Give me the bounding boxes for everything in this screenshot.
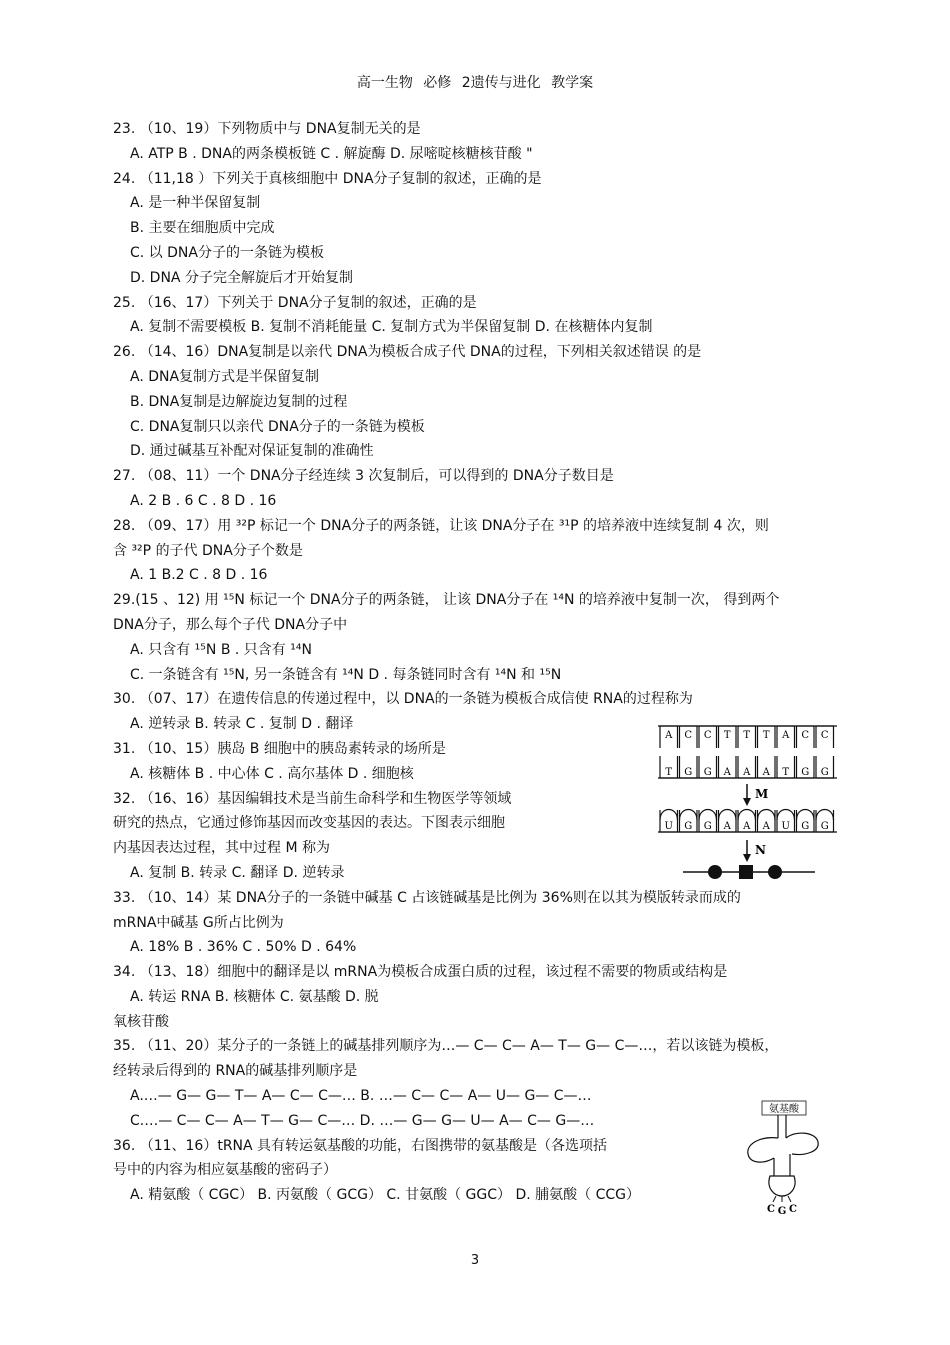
answer-options: C. DNA复制只以亲代 DNA分子的一条链为模板	[130, 418, 425, 435]
base-letter: C	[820, 730, 829, 741]
question-text: 经转录后得到的 RNA的碱基排列顺序是	[113, 1063, 358, 1080]
answer-options: A. 1 B.2 C . 8 D . 16	[130, 567, 268, 584]
answer-options: A. 逆转录 B. 转录 C . 复制 D . 翻译	[130, 716, 354, 733]
base-letter: G	[703, 767, 712, 778]
question-list	[113, 117, 838, 1208]
base-letter: T	[782, 767, 790, 778]
base-letter: G	[684, 821, 693, 832]
mrna-arch	[680, 810, 698, 821]
label-m: M	[755, 787, 769, 801]
answer-options: A. 2 B . 6 C . 8 D . 16	[130, 492, 277, 509]
question-text: 号中的内容为相应氨基酸的密码子）	[113, 1162, 337, 1179]
mrna-arch	[816, 810, 834, 821]
question-text: 30. （07、17）在遗传信息的传递过程中，以 DNA的一条链为模板合成信使 RNA的过程称为	[113, 691, 693, 708]
mrna-strand	[658, 810, 837, 833]
page-number: 3	[470, 1253, 480, 1268]
answer-options: A. DNA复制方式是半保留复制	[130, 368, 320, 385]
base-letter: G	[820, 767, 829, 778]
question-text: 31. （10、15）胰岛 B 细胞中的胰岛素转录的场所是	[113, 740, 446, 757]
base-letter: A	[723, 821, 731, 832]
gene-expression-figure	[655, 722, 840, 882]
question-text: 35. （11、20）某分子的一条链上的碱基排列顺序为…— C— C— A— T— G— C—…，若以该链为模板，	[113, 1038, 779, 1055]
dna-bottom-strand	[658, 756, 837, 778]
base-letter: A	[782, 730, 790, 741]
question-text: 氧核苷酸	[113, 1013, 169, 1030]
anticodon-2: G	[777, 1206, 787, 1216]
base-letter: T	[723, 730, 731, 741]
base-letter: T	[665, 767, 673, 778]
mrna-arch	[777, 810, 795, 821]
answer-options: C. 一条链含有 ¹⁵N, 另一条链含有 ¹⁴N D . 每条链同时含有 ¹⁴N 和 ¹⁵N	[130, 666, 562, 683]
mrna-arch	[719, 810, 737, 821]
amino-acid-dot	[708, 865, 722, 879]
question-text: mRNA中碱基 G所占比例为	[113, 914, 284, 931]
answer-options: A. ATP B . DNA的两条模板链 C . 解旋酶 D. 尿嘧啶核糖核苷酸 "	[130, 145, 533, 162]
answer-options: A.…— G— G— T— A— C— C—… B. …— C— C— A— U— G— C—…	[130, 1088, 592, 1105]
answer-options: D. DNA 分子完全解旋后才开始复制	[130, 269, 353, 286]
question-text: 36. （11、16）tRNA 具有转运氨基酸的功能，右图携带的氨基酸是（各选项括	[113, 1137, 608, 1154]
answer-options: A. 复制 B. 转录 C. 翻译 D. 逆转录	[130, 864, 345, 881]
base-letter: G	[801, 767, 810, 778]
amino-acid-square	[739, 865, 753, 879]
question-text: 27. （08、11）一个 DNA分子经连续 3 次复制后，可以得到的 DNA分子数目是	[113, 468, 614, 485]
question-text: 28. （09、17）用 ³²P 标记一个 DNA分子的两条链，让该 DNA分子在 ³¹P 的培养液中连续复制 4 次，则	[113, 517, 769, 534]
answer-options: A. 只含有 ¹⁵N B . 只含有 ¹⁴N	[130, 641, 312, 658]
base-letter: C	[703, 730, 712, 741]
base-letter: U	[781, 821, 790, 832]
dna-top-strand	[658, 726, 837, 748]
question-text: 26. （14、16）DNA复制是以亲代 DNA为模板合成子代 DNA的过程，下列相关叙述错误 的是	[113, 344, 702, 361]
amino-acid-dot	[768, 865, 782, 879]
mrna-arch	[738, 810, 756, 821]
page-header: 高一生物 必修 2遗传与进化 教学案	[356, 75, 594, 91]
answer-options: A. 18% B . 36% C . 50% D . 64%	[130, 939, 357, 956]
mrna-arch	[699, 810, 717, 821]
base-letter: G	[684, 767, 693, 778]
answer-options: C. 以 DNA分子的一条链为模板	[130, 244, 324, 261]
label-n: N	[755, 843, 766, 857]
question-text: 24. （11,18 ）下列关于真核细胞中 DNA分子复制的叙述，正确的是	[113, 170, 542, 187]
anticodon-3: C	[789, 1204, 797, 1215]
base-letter: A	[723, 767, 731, 778]
answer-options: C.…— C— C— A— T— G— C—… D. …— G— G— U— A— C— G—…	[130, 1112, 595, 1129]
question-text: 34. （13、18）细胞中的翻译是以 mRNA为模板合成蛋白质的过程，该过程不需要的物质或结构是	[113, 964, 728, 981]
base-letter: A	[743, 767, 751, 778]
answer-options: A. 是一种半保留复制	[130, 195, 261, 212]
answer-options: A. 核糖体 B . 中心体 C . 高尔基体 D . 细胞核	[130, 765, 414, 782]
amino-acid-label: 氨基酸	[769, 1104, 799, 1115]
question-text: 33. （10、14）某 DNA分子的一条链中碱基 C 占该链碱基是比例为 36%则在以其为模版转录而成的	[113, 889, 741, 906]
mrna-arch	[797, 810, 815, 821]
question-text: DNA分子，那么每个子代 DNA分子中	[113, 616, 348, 633]
answer-options: D. 通过碱基互补配对保证复制的准确性	[130, 443, 374, 460]
base-letter: T	[743, 730, 751, 741]
question-text: 含 ³²P 的子代 DNA分子个数是	[113, 542, 303, 559]
question-text: 32. （16、16）基因编辑技术是当前生命科学和生物医学等领域	[113, 790, 512, 807]
base-letter: U	[664, 821, 673, 832]
question-text: 25. （16、17）下列关于 DNA分子复制的叙述，正确的是	[113, 294, 477, 311]
base-letter: A	[762, 821, 770, 832]
answer-options: A. 复制不需要模板 B. 复制不消耗能量 C. 复制方式为半保留复制 D. 在核糖体内复制	[130, 319, 653, 336]
answer-options: B. 主要在细胞质中完成	[130, 220, 275, 237]
mrna-arch	[660, 810, 678, 821]
trna-figure	[740, 1098, 825, 1216]
base-letter: C	[801, 730, 810, 741]
base-letter: G	[703, 821, 712, 832]
question-text: 23. （10、19）下列物质中与 DNA复制无关的是	[113, 121, 421, 137]
base-letter: G	[801, 821, 810, 832]
anticodon-1: C	[767, 1204, 775, 1215]
question-text: 研究的热点，它通过修饰基因而改变基因的表达。下图表示细胞	[113, 815, 505, 832]
base-letter: A	[665, 730, 673, 741]
base-letter: A	[743, 821, 751, 832]
answer-options: B. DNA复制是边解旋边复制的过程	[130, 393, 348, 410]
base-letter: T	[762, 730, 770, 741]
base-letter: A	[762, 767, 770, 778]
mrna-arch	[758, 810, 776, 821]
base-letter: C	[684, 730, 693, 741]
base-letter: G	[820, 821, 829, 832]
question-text: 内基因表达过程，其中过程 M 称为	[113, 840, 330, 857]
answer-options: A. 精氨酸（ CGC） B. 丙氨酸（ GCG） C. 甘氨酸（ GGC） D. 脯氨酸（ CCG）	[130, 1187, 640, 1204]
question-text: 29.(15 、12) 用 ¹⁵N 标记一个 DNA分子的两条链， 让该 DNA分子在 ¹⁴N 的培养液中复制一次， 得到两个	[113, 592, 780, 609]
answer-options: A. 转运 RNA B. 核糖体 C. 氨基酸 D. 脱	[130, 988, 379, 1005]
